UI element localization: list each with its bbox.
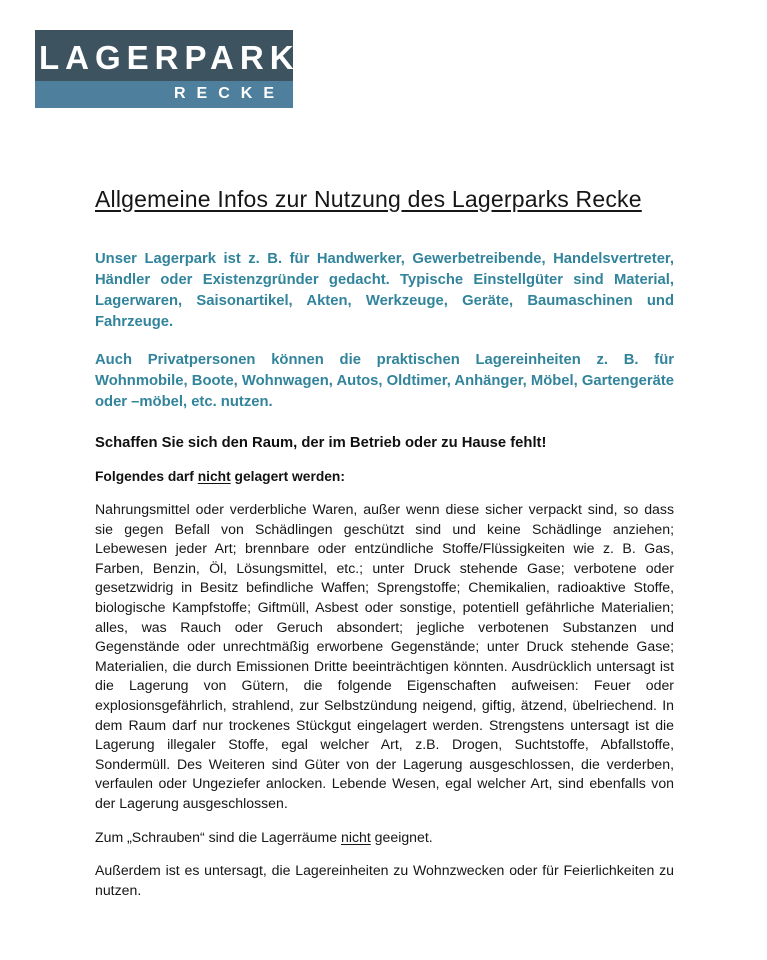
intro-paragraph-1: Unser Lagerpark ist z. B. für Handwerker, Gewerbetreibende, Handelsvertreter, Händler oder Existenzgründer gedacht. Typische Einstellgüter sind Material, Lagerwaren, Saisonartikel, Akten, Werkzeuge, Geräte, Baumaschinen und Fahrzeuge. xyxy=(95,251,674,330)
lagerpark-recke-logo xyxy=(35,30,300,108)
schrauben-note-post: geeignet. xyxy=(370,828,433,845)
forbidden-heading-pre: Folgendes darf xyxy=(95,469,198,484)
schrauben-note-pre: Zum „Schrauben“ sind die Lagerräume xyxy=(95,828,341,845)
document-content xyxy=(95,186,674,914)
schrauben-note xyxy=(95,828,674,848)
intro-paragraph-2: Auch Privatpersonen können die praktischen Lagereinheiten z. B. für Wohnmobile, Boote, Wohnwagen, Autos, Oldtimer, Anhänger, Möbel, Gartengeräte oder –möbel, etc. nutzen. xyxy=(95,352,674,410)
forbidden-heading xyxy=(95,469,674,484)
forbidden-items-paragraph: Nahrungsmittel oder verderbliche Waren, außer wenn diese sicher verpackt sind, so dass sie gegen Befall von Schädlingen geschützt sind und keine Schädlinge anziehen; Lebewesen jeder Art; brennbare oder entzündliche Stoffe/Flüssigkeiten wie z. B. Gas, Farben, Benzin, Öl, Lösungsmittel, etc.; unter Druck stehende Gase; verbotene oder gesetzwidrig in Besitz befindliche Waffen; Sprengstoffe; Chemikalien, radioaktive Stoffe, biologische Kampfstoffe; Giftmüll, Asbest oder sonstige, potentiell gefährliche Materialien; alles, was Rauch oder Geruch absondert; jegliche verbotenen Substanzen und Gegenstände oder unrechtmäßig erworbene Gegenstände; unter Druck stehende Gase; Materialien, die durch Emissionen Dritte beeinträchtigen könnten. Ausdrücklich untersagt ist die Lagerung von Gütern, die folgende Eigenschaften aufweisen: Feuer oder explosionsgefährlich, strahlend, zur Selbstzündung neigend, giftig, ätzend, übelriechend. In dem Raum darf nur trockenes Stückgut eingelagert werden. Strengstens untersagt ist die Lagerung illegaler Stoffe, egal welcher Art, z.B. Drogen, Suchtstoffe, Abfallstoffe, Sondermüll. Des Weiteren sind Güter von der Lagerung ausgeschlossen, die verderben, verfaulen oder Ungeziefer anlocken. Lebende Wesen, egal welcher Art, sind ebenfalls von der Lagerung ausgeschlossen. xyxy=(95,501,674,811)
logo-subtitle: RECKE xyxy=(35,81,293,108)
slogan-line: Schaffen Sie sich den Raum, der im Betrieb oder zu Hause fehlt! xyxy=(95,435,547,451)
final-note: Außerdem ist es untersagt, die Lagereinheiten zu Wohnzwecken oder für Feierlichkeiten zu nutzen. xyxy=(95,862,674,898)
forbidden-heading-underline: nicht xyxy=(197,469,231,484)
page-title: Allgemeine Infos zur Nutzung des Lagerparks Recke xyxy=(95,186,642,212)
logo-wordmark: LAGERPARK xyxy=(35,30,293,81)
forbidden-heading-post: gelagert werden: xyxy=(230,469,345,484)
schrauben-note-underline: nicht xyxy=(340,828,371,845)
